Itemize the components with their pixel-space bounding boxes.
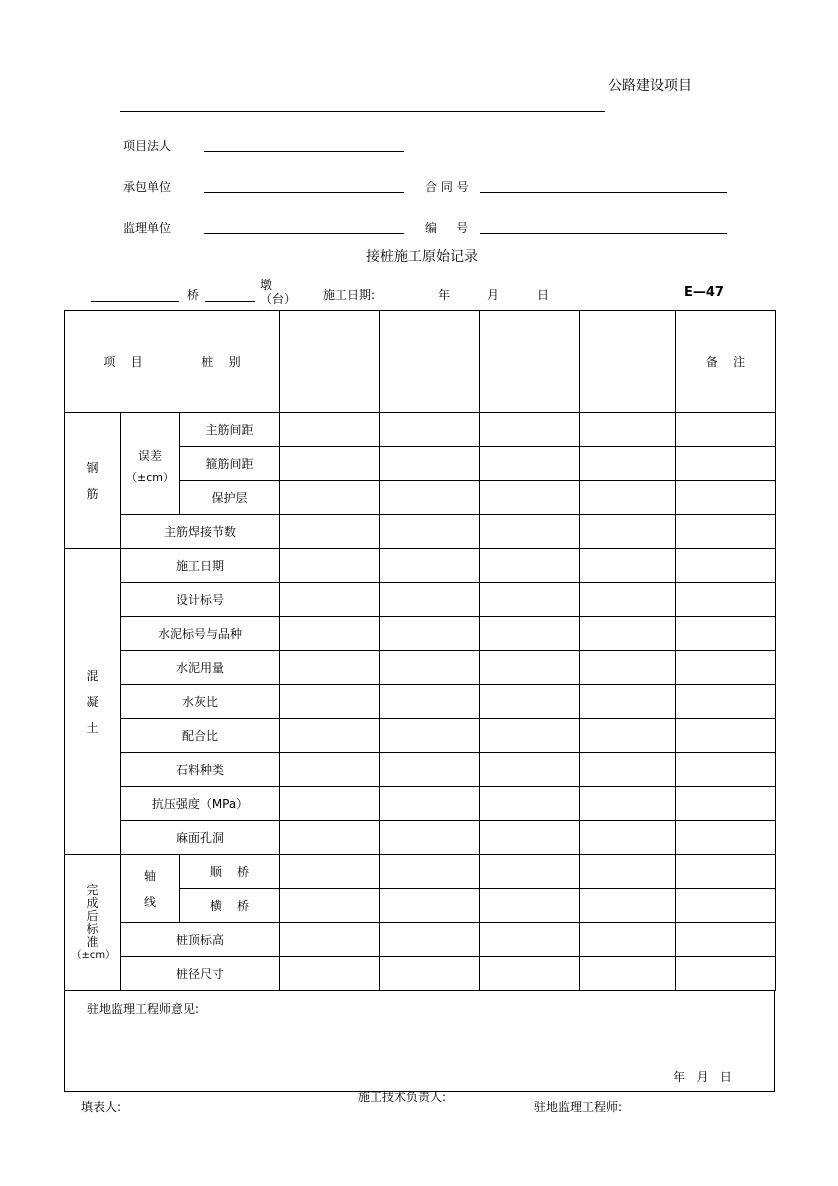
data-cell[interactable] — [480, 617, 580, 651]
bridge-label: 桥 — [187, 288, 200, 302]
data-cell[interactable] — [280, 685, 380, 719]
data-cell[interactable] — [380, 923, 480, 957]
day-label: 日 — [537, 288, 550, 302]
remark-cell[interactable] — [676, 447, 776, 481]
row-label: 水灰比 — [121, 685, 280, 719]
data-cell[interactable] — [580, 787, 676, 821]
concrete-group-cell — [65, 549, 121, 855]
remark-cell[interactable] — [676, 787, 776, 821]
remark-cell[interactable] — [676, 889, 776, 923]
project-name-line[interactable] — [120, 111, 605, 112]
data-cell[interactable] — [480, 923, 580, 957]
data-cell[interactable] — [280, 889, 380, 923]
data-cell[interactable] — [380, 617, 480, 651]
data-cell[interactable] — [480, 821, 580, 855]
pile-4-header[interactable] — [580, 311, 676, 413]
table-row — [65, 549, 776, 583]
remark-cell[interactable] — [676, 753, 776, 787]
opinion-label: 驻地监理工程师意见: — [87, 1002, 200, 1016]
data-cell[interactable] — [380, 821, 480, 855]
data-cell[interactable] — [280, 549, 380, 583]
data-cell[interactable] — [380, 957, 480, 991]
finished-group-unit: （±cm） — [71, 949, 116, 961]
rebar-group-cell — [65, 413, 121, 549]
data-cell[interactable] — [280, 481, 380, 515]
table-row — [65, 821, 776, 855]
data-cell[interactable] — [480, 447, 580, 481]
table-row — [65, 617, 776, 651]
remark-cell[interactable] — [676, 617, 776, 651]
pier-no-line[interactable] — [205, 301, 255, 302]
pile-2-header[interactable] — [380, 311, 480, 413]
legal-person-label: 项目法人 — [123, 139, 172, 153]
remark-cell[interactable] — [676, 583, 776, 617]
tolerance-label: 误差 — [137, 448, 162, 463]
data-cell[interactable] — [480, 651, 580, 685]
data-cell[interactable] — [580, 821, 676, 855]
table-row — [65, 957, 776, 991]
data-cell[interactable] — [380, 413, 480, 447]
data-cell[interactable] — [480, 957, 580, 991]
data-cell[interactable] — [580, 583, 676, 617]
data-cell[interactable] — [280, 821, 380, 855]
contractor-line[interactable] — [204, 192, 404, 193]
table-row — [65, 651, 776, 685]
opinion-date: 年 月 日 — [673, 1070, 732, 1084]
row-label: 箍筋间距 — [180, 447, 280, 481]
row-label: 石料种类 — [121, 753, 280, 787]
data-cell[interactable] — [580, 515, 676, 549]
data-cell[interactable] — [580, 447, 676, 481]
data-cell[interactable] — [280, 617, 380, 651]
data-cell[interactable] — [380, 889, 480, 923]
data-cell[interactable] — [580, 753, 676, 787]
technical-lead-label: 施工技术负责人: — [358, 1090, 447, 1104]
data-cell[interactable] — [280, 651, 380, 685]
remark-cell[interactable] — [676, 481, 776, 515]
row-label: 水泥用量 — [121, 651, 280, 685]
concrete-group-label: 混凝土 — [86, 668, 99, 735]
data-cell[interactable] — [380, 787, 480, 821]
table-row — [65, 787, 776, 821]
table-row — [65, 753, 776, 787]
row-label: 水泥标号与品种 — [121, 617, 280, 651]
data-cell[interactable] — [480, 719, 580, 753]
data-cell[interactable] — [380, 583, 480, 617]
remark-cell[interactable] — [676, 685, 776, 719]
table-row — [65, 719, 776, 753]
finished-group-label: 完成后标准 — [86, 882, 99, 949]
data-cell[interactable] — [380, 515, 480, 549]
pile-3-header[interactable] — [480, 311, 580, 413]
axis-label: 轴线 — [143, 868, 156, 909]
construction-date-label: 施工日期: — [323, 288, 376, 302]
data-cell[interactable] — [380, 753, 480, 787]
supervisor-label: 监理单位 — [123, 221, 172, 235]
resident-engineer-label: 驻地监理工程师: — [534, 1100, 623, 1114]
rebar-group-label: 钢筋 — [86, 460, 99, 501]
header-item: 项 目 — [103, 355, 143, 369]
table-row — [65, 685, 776, 719]
month-label: 月 — [487, 288, 500, 302]
data-cell[interactable] — [280, 583, 380, 617]
finished-group-cell — [65, 855, 121, 991]
data-cell[interactable] — [580, 685, 676, 719]
data-cell[interactable] — [480, 583, 580, 617]
remark-cell[interactable] — [676, 957, 776, 991]
contract-no-label: 合 同 号 — [425, 180, 469, 194]
bridge-name-line[interactable] — [91, 301, 179, 302]
row-label: 施工日期 — [121, 549, 280, 583]
data-cell[interactable] — [480, 685, 580, 719]
data-cell[interactable] — [280, 957, 380, 991]
form-code: E—47 — [684, 285, 724, 300]
year-label: 年 — [438, 288, 451, 302]
pier-label: 墩（台） — [260, 278, 297, 306]
data-cell[interactable] — [580, 651, 676, 685]
data-cell[interactable] — [380, 651, 480, 685]
data-cell[interactable] — [280, 753, 380, 787]
row-label: 麻面孔洞 — [121, 821, 280, 855]
row-label: 配合比 — [121, 719, 280, 753]
data-cell[interactable] — [380, 719, 480, 753]
remark-cell[interactable] — [676, 821, 776, 855]
filler-label: 填表人: — [81, 1100, 122, 1114]
data-cell[interactable] — [280, 923, 380, 957]
row-label: 桩顶标高 — [121, 923, 280, 957]
contract-no-line[interactable] — [480, 192, 727, 193]
header-remark: 备 注 — [676, 311, 776, 413]
data-cell[interactable] — [280, 447, 380, 481]
data-cell[interactable] — [480, 753, 580, 787]
row-label: 保护层 — [180, 481, 280, 515]
table-row — [65, 855, 776, 889]
legal-person-line[interactable] — [204, 151, 404, 152]
pile-1-header[interactable] — [280, 311, 380, 413]
form-title: 接桩施工原始记录 — [366, 249, 478, 265]
data-cell[interactable] — [280, 515, 380, 549]
data-cell[interactable] — [480, 515, 580, 549]
data-cell[interactable] — [580, 617, 676, 651]
data-cell[interactable] — [380, 855, 480, 889]
data-cell[interactable] — [580, 481, 676, 515]
data-cell[interactable] — [480, 481, 580, 515]
data-cell[interactable] — [380, 447, 480, 481]
row-label: 抗压强度（MPa） — [121, 787, 280, 821]
remark-cell[interactable] — [676, 413, 776, 447]
remark-cell[interactable] — [676, 855, 776, 889]
data-cell[interactable] — [280, 787, 380, 821]
data-cell[interactable] — [380, 685, 480, 719]
row-label: 主筋焊接节数 — [121, 515, 280, 549]
table-row — [65, 583, 776, 617]
contractor-label: 承包单位 — [123, 180, 172, 194]
row-label: 顺 桥 — [180, 855, 280, 889]
record-table — [64, 310, 776, 991]
data-cell[interactable] — [580, 923, 676, 957]
data-cell[interactable] — [480, 787, 580, 821]
supervisor-line[interactable] — [204, 233, 404, 234]
data-cell[interactable] — [480, 889, 580, 923]
header-pile: 桩 别 — [201, 355, 241, 369]
data-cell[interactable] — [580, 413, 676, 447]
data-cell[interactable] — [580, 957, 676, 991]
serial-no-label: 编 号 — [425, 221, 469, 235]
opinion-box[interactable] — [64, 990, 775, 1092]
data-cell[interactable] — [580, 855, 676, 889]
table-row — [65, 923, 776, 957]
project-suffix: 公路建设项目 — [608, 78, 692, 94]
remark-cell[interactable] — [676, 515, 776, 549]
data-cell[interactable] — [380, 549, 480, 583]
table-row — [65, 515, 776, 549]
data-cell[interactable] — [580, 719, 676, 753]
data-cell[interactable] — [480, 549, 580, 583]
axis-cell — [121, 855, 180, 923]
header-item-pile-cell — [65, 311, 280, 413]
data-cell[interactable] — [480, 413, 580, 447]
data-cell[interactable] — [280, 719, 380, 753]
row-label: 设计标号 — [121, 583, 280, 617]
data-cell[interactable] — [580, 889, 676, 923]
remark-cell[interactable] — [676, 719, 776, 753]
remark-cell[interactable] — [676, 549, 776, 583]
remark-cell[interactable] — [676, 923, 776, 957]
table-row — [65, 413, 776, 447]
table-header-row — [65, 311, 776, 413]
row-label: 横 桥 — [180, 889, 280, 923]
serial-no-line[interactable] — [480, 233, 727, 234]
tolerance-unit: （±cm） — [126, 470, 174, 484]
data-cell[interactable] — [380, 481, 480, 515]
row-label: 主筋间距 — [180, 413, 280, 447]
data-cell[interactable] — [480, 855, 580, 889]
data-cell[interactable] — [280, 413, 380, 447]
row-label: 桩径尺寸 — [121, 957, 280, 991]
data-cell[interactable] — [580, 549, 676, 583]
tolerance-cell — [121, 413, 180, 515]
remark-cell[interactable] — [676, 651, 776, 685]
data-cell[interactable] — [280, 855, 380, 889]
